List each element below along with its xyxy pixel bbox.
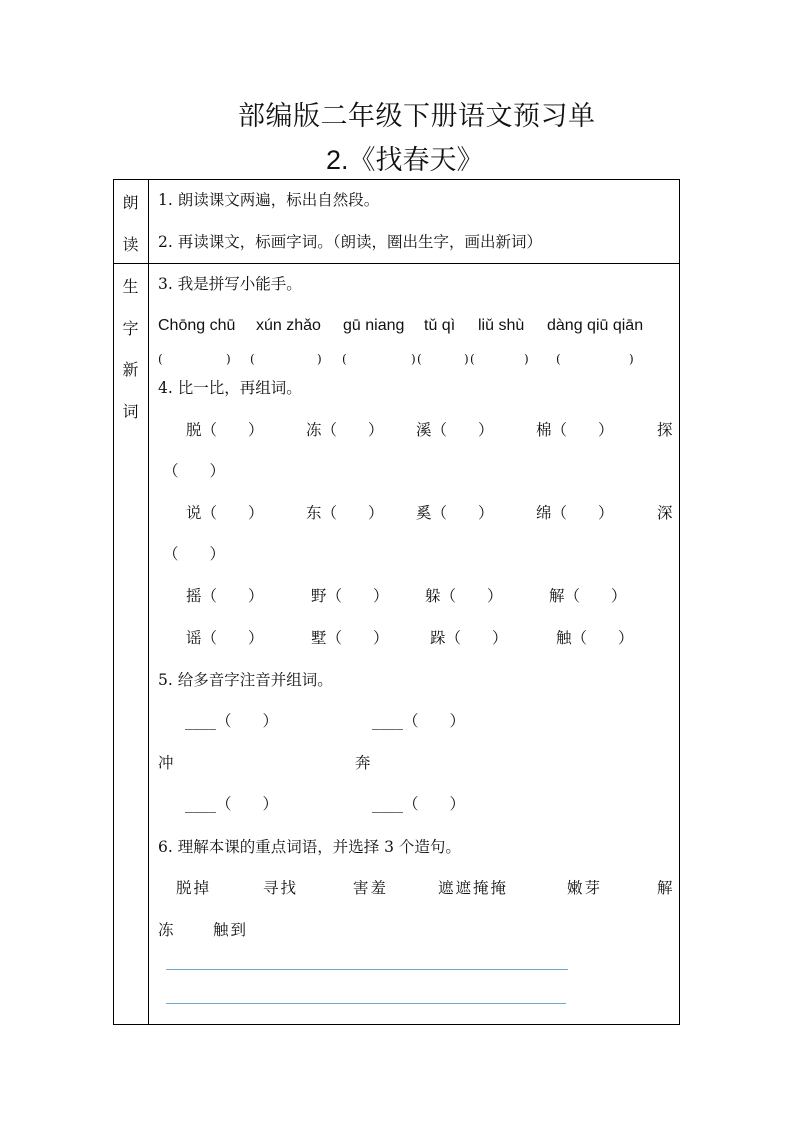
- compare-item: （ ）: [163, 462, 226, 480]
- answer-paren-open: (: [342, 352, 347, 366]
- answer-paren-close: ): [464, 352, 469, 366]
- polyphone-heading: 5. 给多音字注音并组词。: [158, 671, 333, 689]
- compare-item: 东（ ）: [306, 504, 384, 522]
- compare-item: （ ）: [163, 545, 226, 563]
- polyphone-char: 冲: [158, 754, 174, 772]
- side-char: 字: [122, 319, 139, 338]
- answer-paren-close: ): [524, 352, 529, 366]
- reading-item-2: 2. 再读课文，标画字词。（朗读，圈出生字，画出新词）: [158, 233, 542, 251]
- side-char: 词: [122, 402, 139, 421]
- compare-item: 绵（ ）: [536, 504, 614, 522]
- polyphone-blank: ____（ ）: [372, 795, 466, 813]
- compare-item: 奚（ ）: [416, 504, 494, 522]
- lesson-number: 2.: [326, 145, 349, 175]
- polyphone-blank: ____（ ）: [185, 712, 279, 730]
- compare-item: 跺（ ）: [430, 629, 508, 647]
- column-divider: [148, 179, 149, 1025]
- compare-item: 谣（ ）: [186, 629, 264, 647]
- answer-paren-open: (: [250, 352, 255, 366]
- answer-paren-open: (: [158, 352, 163, 366]
- compare-item: 棉（ ）: [536, 421, 614, 439]
- pinyin-word: Chōng chū: [158, 317, 236, 334]
- polyphone-blank: ____（ ）: [185, 795, 279, 813]
- keyword: 寻找: [263, 879, 299, 897]
- compare-item: 深: [657, 504, 673, 522]
- keyword: 嫩芽: [567, 879, 603, 897]
- keyword: 遮遮掩掩: [438, 879, 509, 897]
- compare-item: 解（ ）: [549, 587, 627, 605]
- compare-item: 野（ ）: [311, 587, 389, 605]
- side-char: 读: [122, 235, 139, 254]
- compare-item: 墅（ ）: [311, 629, 389, 647]
- keyword: 触到: [213, 921, 249, 939]
- compare-item: 溪（ ）: [416, 421, 494, 439]
- lesson-name: 《找春天》: [348, 145, 484, 176]
- answer-paren-close: ): [226, 352, 231, 366]
- side-char: 新: [122, 360, 139, 379]
- page-title: 部编版二年级下册语文预习单: [238, 101, 596, 132]
- answer-paren-open: (: [417, 352, 422, 366]
- answer-paren-close: ): [317, 352, 322, 366]
- answer-line[interactable]: [166, 1003, 566, 1004]
- side-char: 朗: [122, 193, 139, 212]
- side-char: 生: [122, 277, 139, 296]
- row-divider: [113, 263, 680, 264]
- polyphone-blank: ____（ ）: [372, 712, 466, 730]
- compare-item: 冻（ ）: [306, 421, 384, 439]
- polyphone-char: 奔: [355, 754, 371, 772]
- answer-paren-open: (: [556, 352, 561, 366]
- keyword: 脱掉: [176, 879, 212, 897]
- compare-item: 摇（ ）: [186, 587, 264, 605]
- answer-paren-close: ): [411, 352, 416, 366]
- keyword: 解: [657, 879, 673, 897]
- pinyin-word: dàng qiū qiān: [547, 317, 644, 334]
- answer-paren-open: (: [470, 352, 475, 366]
- compare-item: 脱（ ）: [186, 421, 264, 439]
- compare-item: 触（ ）: [556, 629, 634, 647]
- keywords-heading: 6. 理解本课的重点词语，并选择 3 个造句。: [158, 838, 461, 856]
- reading-item-1: 1. 朗读课文两遍，标出自然段。: [158, 191, 380, 209]
- answer-paren-close: ): [629, 352, 634, 366]
- pinyin-word: liǔ shù: [478, 317, 525, 334]
- compare-item: 躲（ ）: [425, 587, 503, 605]
- compare-item: 说（ ）: [186, 504, 264, 522]
- compare-item: 探: [657, 421, 673, 439]
- keyword: 害羞: [353, 879, 389, 897]
- answer-line[interactable]: [166, 969, 568, 970]
- pinyin-heading: 3. 我是拼写小能手。: [158, 275, 302, 293]
- keyword: 冻: [158, 921, 174, 939]
- pinyin-word: tǔ qì: [424, 317, 456, 334]
- lesson-title: [326, 141, 484, 180]
- pinyin-word: xún zhǎo: [256, 317, 321, 334]
- compare-heading: 4. 比一比，再组词。: [158, 379, 302, 397]
- pinyin-word: gū niang: [343, 317, 405, 334]
